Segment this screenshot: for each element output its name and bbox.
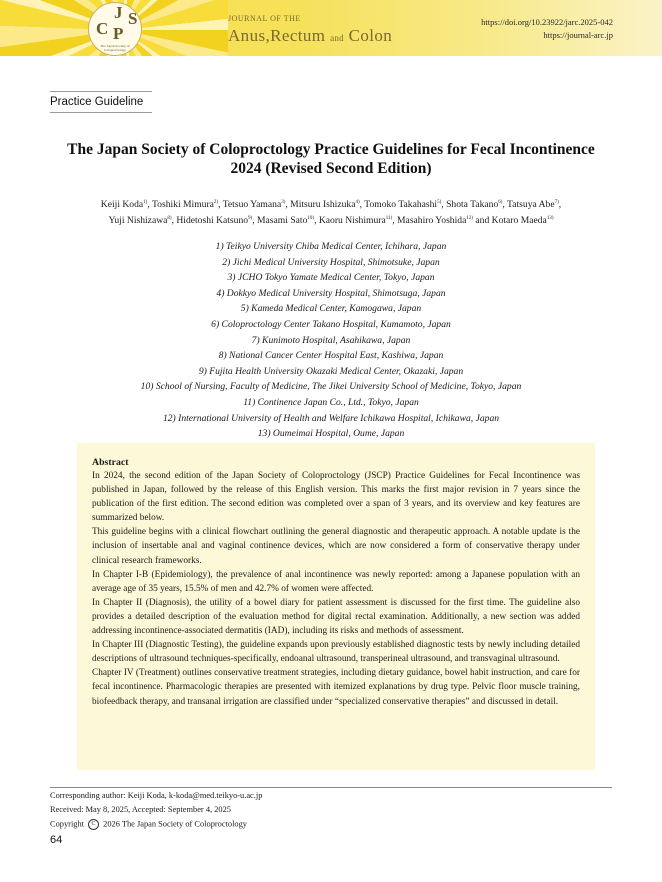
affiliation: 4) Dokkyo Medical University Hospital, Shimotsuga, Japan bbox=[216, 287, 446, 299]
author: Kotaro Maeda$^{13)}$ bbox=[491, 215, 554, 226]
affiliation: 11) Continence Japan Co., Ltd., Tokyo, Japan bbox=[243, 396, 419, 408]
author: Mitsuru Ishizuka$^{4)}$ bbox=[290, 199, 360, 210]
author: Tomoko Takahashi$^{5)}$ bbox=[364, 199, 442, 210]
journal-name-part2: Colon bbox=[348, 26, 393, 45]
affiliation-list bbox=[40, 239, 622, 442]
journal-of-label: JOURNAL OF THE bbox=[228, 14, 301, 23]
copyright-text: 2026 The Japan Society of Coloproctology bbox=[103, 819, 247, 829]
author-list: Keiji Koda$^{1)}$, Toshiki Mimura$^{2)}$, Tetsuo Yamana$^{3)}$, Mitsuru Ishizuka$^{4)}$, Tomoko Takahashi$^{5)}$, Shota Takano$^{6)}$, Tatsuya Abe$^{7)}$, Yuji Nishizawa$^{8)}$, Hidetoshi Katsuno$^{9)}$, Masami Sato$^{10)}$, Kaoru Nishimura$^{11)}$, Masahiro Yoshida$^{12)}$ and Kotaro Maeda$^{13)}$ bbox=[100, 199, 562, 226]
logo-letter-c: C bbox=[96, 19, 109, 38]
affiliation: 5) Kameda Medical Center, Kamogawa, Japan bbox=[240, 303, 422, 315]
affiliation: 1) Teikyo University Chiba Medical Center, Ichihara, Japan bbox=[215, 241, 447, 252]
abstract-heading: Abstract bbox=[92, 457, 129, 468]
section-rule-top bbox=[50, 91, 152, 92]
author: Masahiro Yoshida$^{12)}$ bbox=[397, 215, 473, 226]
page-number: 64 bbox=[50, 834, 63, 846]
journal-name-part1: Anus,Rectum bbox=[228, 26, 326, 45]
author: Kaoru Nishimura$^{11)}$ bbox=[318, 215, 393, 226]
logo-letter-j: J bbox=[114, 3, 123, 22]
affiliation: 7) Kunimoto Hospital, Asahikawa, Japan bbox=[251, 334, 411, 346]
affiliation: 12) International University of Health and Welfare Ichikawa Hospital, Ichikawa, Japan bbox=[162, 412, 500, 424]
logo-letter-s: S bbox=[128, 9, 138, 28]
abstract-paragraph: In 2024, the second edition of the Japan Society of Coloproctology (JSCP) Practice Guidelines for Fecal Incontinence was published in Japan, followed by the release of this English version. This marks the first major revision in 7 years since the publication of the first edition. The second edition was completed over a span of 3 years, and its overview and key features are summarized below. bbox=[92, 471, 580, 524]
abstract-paragraph: Chapter IV (Treatment) outlines conservative treatment strategies, including dietary guidance, bowel habit instruction, and care for fecal incontinence. Pharmacologic therapies are presented with itemized explanations by drug type. Pelvic floor muscle training, biofeedback therapy, and transanal irrigation are classified under “specialized conservative therapies” and discussed in detail. bbox=[92, 668, 580, 707]
affiliation: 2) Jichi Medical University Hospital, Shimotsuke, Japan bbox=[222, 256, 440, 268]
affiliation: 9) Fujita Health University Okazaki Medical Center, Okazaki, Japan bbox=[198, 365, 464, 377]
journal-header bbox=[0, 0, 662, 56]
logo-subtext: The Japan Society of Coloproctology bbox=[100, 44, 130, 52]
corresponding-author: Corresponding author: Keiji Koda, k-koda@med.teikyo-u.ac.jp bbox=[50, 791, 263, 800]
doi-link[interactable]: https://doi.org/10.23922/jarc.2025-042 bbox=[481, 17, 613, 27]
logo-letter-p: P bbox=[113, 24, 124, 43]
journal-name bbox=[228, 26, 392, 46]
copyright-prefix: Copyright bbox=[50, 819, 84, 829]
abstract-paragraph: In Chapter II (Diagnosis), the utility of a bowel diary for patient assessment is discussed for the first time. The guideline also provides a detailed description of the evaluation method for digital rectal examination. Additionally, a new section was added addressing incontinence-associated dermatitis (IAD), including its risks and methods of assessment. bbox=[92, 597, 580, 637]
copyright-line bbox=[50, 819, 247, 830]
author: Tetsuo Yamana$^{3)}$ bbox=[222, 199, 286, 210]
received-dates: Received: May 8, 2025, Accepted: September 4, 2025 bbox=[50, 805, 231, 814]
abstract-paragraph: This guideline begins with a clinical flowchart outlining the general diagnostic and therapeutic approach. A notable update is the inclusion of insertable anal and vaginal continence devices, which are now considered a form of conservative therapy under clinical research frameworks. bbox=[92, 527, 580, 566]
footer-rule bbox=[50, 787, 612, 788]
affiliation: 3) JCHO Tokyo Yamate Medical Center, Tokyo, Japan bbox=[227, 272, 435, 284]
title-line-2: 2024 (Revised Second Edition) bbox=[230, 160, 432, 177]
abstract-paragraph: In Chapter I-B (Epidemiology), the prevalence of anal incontinence was newly reported: among a Japanese population with an average age of 35 years, 15.5% of men and 42.7% of women were affected. bbox=[92, 569, 580, 594]
section-rule-bottom bbox=[50, 112, 152, 113]
author: Hidetoshi Katsuno$^{9)}$ bbox=[176, 215, 253, 226]
author: Keiji Koda$^{1)}$ bbox=[100, 199, 148, 210]
article-title bbox=[40, 140, 622, 178]
author: Toshiki Mimura$^{2)}$ bbox=[151, 199, 219, 210]
author: Tatsuya Abe$^{7)}$ bbox=[507, 199, 559, 210]
affiliation: 8) National Cancer Center Hospital East, Kashiwa, Japan bbox=[218, 350, 444, 362]
affiliation: 10) School of Nursing, Faculty of Medicine, The Jikei University School of Medicine, Tokyo, Japan bbox=[140, 381, 522, 393]
journal-site-link[interactable]: https://journal-arc.jp bbox=[543, 30, 613, 40]
author: Shota Takano$^{6)}$ bbox=[446, 199, 503, 210]
author: Masami Sato$^{10)}$ bbox=[257, 215, 315, 226]
author: Yuji Nishizawa$^{8)}$ bbox=[108, 215, 172, 226]
copyright-icon: C bbox=[88, 819, 99, 830]
affiliation: 13) Oumeimai Hospital, Oume, Japan bbox=[257, 428, 405, 440]
title-line-1: The Japan Society of Coloproctology Practice Guidelines for Fecal Incontinence bbox=[67, 141, 595, 158]
journal-name-and: and bbox=[330, 33, 344, 43]
affiliation: 6) Coloproctology Center Takano Hospital, Kumamoto, Japan bbox=[211, 318, 451, 330]
section-label: Practice Guideline bbox=[50, 96, 144, 108]
abstract-paragraph: In Chapter III (Diagnostic Testing), the guideline expands upon previously established diagnostic tests by newly including detailed descriptions of ultrasound techniques-specifically, endoanal ultrasound, transperineal ultrasound, and transvaginal ultrasound. bbox=[92, 640, 580, 665]
abstract-box bbox=[77, 443, 595, 770]
